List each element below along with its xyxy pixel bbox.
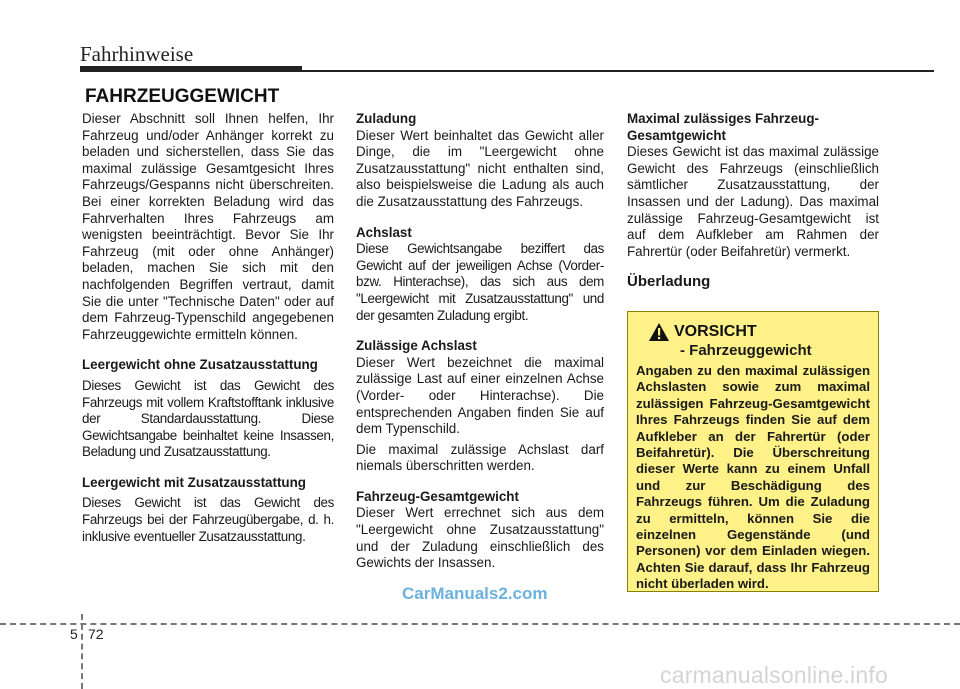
column-3: [627, 111, 879, 291]
warning-box: [627, 311, 879, 592]
heading-curb-weight-base: Leergewicht ohne Zusatzausstattung: [82, 357, 318, 373]
column-1: [82, 111, 334, 545]
intro-paragraph: Dieser Abschnitt soll Ihnen helfen, Ihr Fahrzeug und/oder Anhänger korrekt zu beladen und sicherstellen, dass Sie das maximal zulässige Gesamtgesicht Ihres Fahrzeugs/Gespanns nicht überschreiten. Bei einer korrekten Beladung wird das Fahrverhalten Ihres Fahrzeugs am wenigsten beeinträchtigt. Bevor Sie Ihr Fahrzeug (mit oder ohne Anhänger) beladen, machen Sie sich mit den nachfolgenden Begriffen vertraut, damit Sie die unter "Technische Daten" oder auf dem Fahrzeug-Typenschild angegebenen Fahrzeuggewichte ermitteln können.: [82, 111, 334, 342]
warning-triangle-icon: [648, 322, 670, 342]
footer-dashed-rule: [0, 623, 960, 625]
paragraph-axle-load: Diese Gewichtsangabe beziffert das Gewicht auf der jeweiligen Achse (Vorder- bzw. Hinterachse), das sich aus dem "Leergewicht mit Zusatzausstattung" und der gesamten Zuladung ergibt.: [356, 241, 604, 323]
heading-permitted-axle-load: Zulässige Achslast: [356, 338, 477, 354]
heading-gross-weight: Fahrzeug-Gesamtgewicht: [356, 488, 519, 504]
paragraph-gross-weight: Dieser Wert errechnet sich aus dem "Leergewicht ohne Zusatzausstattung" und der Zuladung einschließlich des Gewichts der Insassen.: [356, 505, 604, 571]
heading-curb-weight-options: Leergewicht mit Zusatzausstattung: [82, 474, 306, 490]
column-2: [356, 111, 604, 572]
heading-overload: Überladung: [627, 273, 711, 291]
paragraph-max-gross-weight: Dieses Gewicht ist das maximal zulässige Gewicht des Fahrzeugs (einschließlich sämtlicher Zusatzausstattung, der Insassen und der Ladung). Das maximal zulässige Fahrzeug-Gesamtgewicht ist auf dem Aufkleber am Rahmen der Fahrertür (oder Beifahretür) vermerkt.: [627, 144, 879, 259]
header-title: Fahrhinweise: [80, 42, 194, 66]
heading-axle-load: Achslast: [356, 224, 412, 240]
paragraph-axle-load-limit: Die maximal zulässige Achslast darf niemals überschritten werden.: [356, 441, 604, 474]
heading-max-gross-weight: Maximal zulässiges Fahrzeug-Gesamtgewicht: [627, 111, 819, 143]
warning-subtitle: - Fahrzeuggewicht: [680, 342, 812, 359]
header-rule-thick: [80, 66, 302, 72]
site-watermark: carmanualsonline.info: [660, 662, 888, 688]
paragraph-payload: Dieser Wert beinhaltet das Gewicht aller Dinge, die im "Leergewicht ohne Zusatzausstattung" nicht enthalten sind, also beispielsweise die Ladung als auch die Zusatzausstattung des Fahrzeugs.: [356, 127, 604, 209]
header-rule-thin: [302, 70, 934, 72]
paragraph-curb-weight-options: Dieses Gewicht ist das Gewicht des Fahrzeugs bei der Fahrzeugübergabe, d. h. inklusive eventueller Zusatzausstattung.: [82, 495, 334, 544]
page-number: 72: [88, 626, 104, 642]
paragraph-permitted-axle-load: Dieser Wert bezeichnet die maximal zulässige Last auf einer einzelnen Achse (Vorder- oder Hinterachse). Die entsprechenden Angaben finden Sie auf dem Typenschild.: [356, 354, 604, 437]
section-title: FAHRZEUGGEWICHT: [85, 86, 280, 107]
watermark: CarManuals2.com: [402, 584, 548, 603]
heading-payload: Zuladung: [356, 111, 417, 126]
footer-vertical-rule: [81, 614, 83, 689]
paragraph-curb-weight-base: Dieses Gewicht ist das Gewicht des Fahrzeugs mit vollem Kraftstofftank inklusive der Standardausstattung. Diese Gewichtsangabe beinhaltet keine Insassen, Beladung und Zusatzausstattung.: [82, 377, 334, 460]
warning-text: Angaben zu den maximal zulässigen Achslasten sowie zum maximal zulässigen Fahrzeug-Gesamtgewicht Ihres Fahrzeugs finden Sie auf dem Aufkleber an der Fahrertür (oder Beifahretür). Die Überschreitung dieser Werte kann zu einem Unfall und zur Beschädigung des Fahrzeugs führen. Um die Zuladung zu ermitteln, können Sie die einzelnen Gegenstände (und Personen) vor dem Einladen wiegen. Achten Sie darauf, dass Ihr Fahrzeug nicht überladen wird.: [636, 363, 870, 592]
warning-title: VORSICHT: [674, 323, 757, 340]
chapter-number: 5: [70, 626, 78, 642]
